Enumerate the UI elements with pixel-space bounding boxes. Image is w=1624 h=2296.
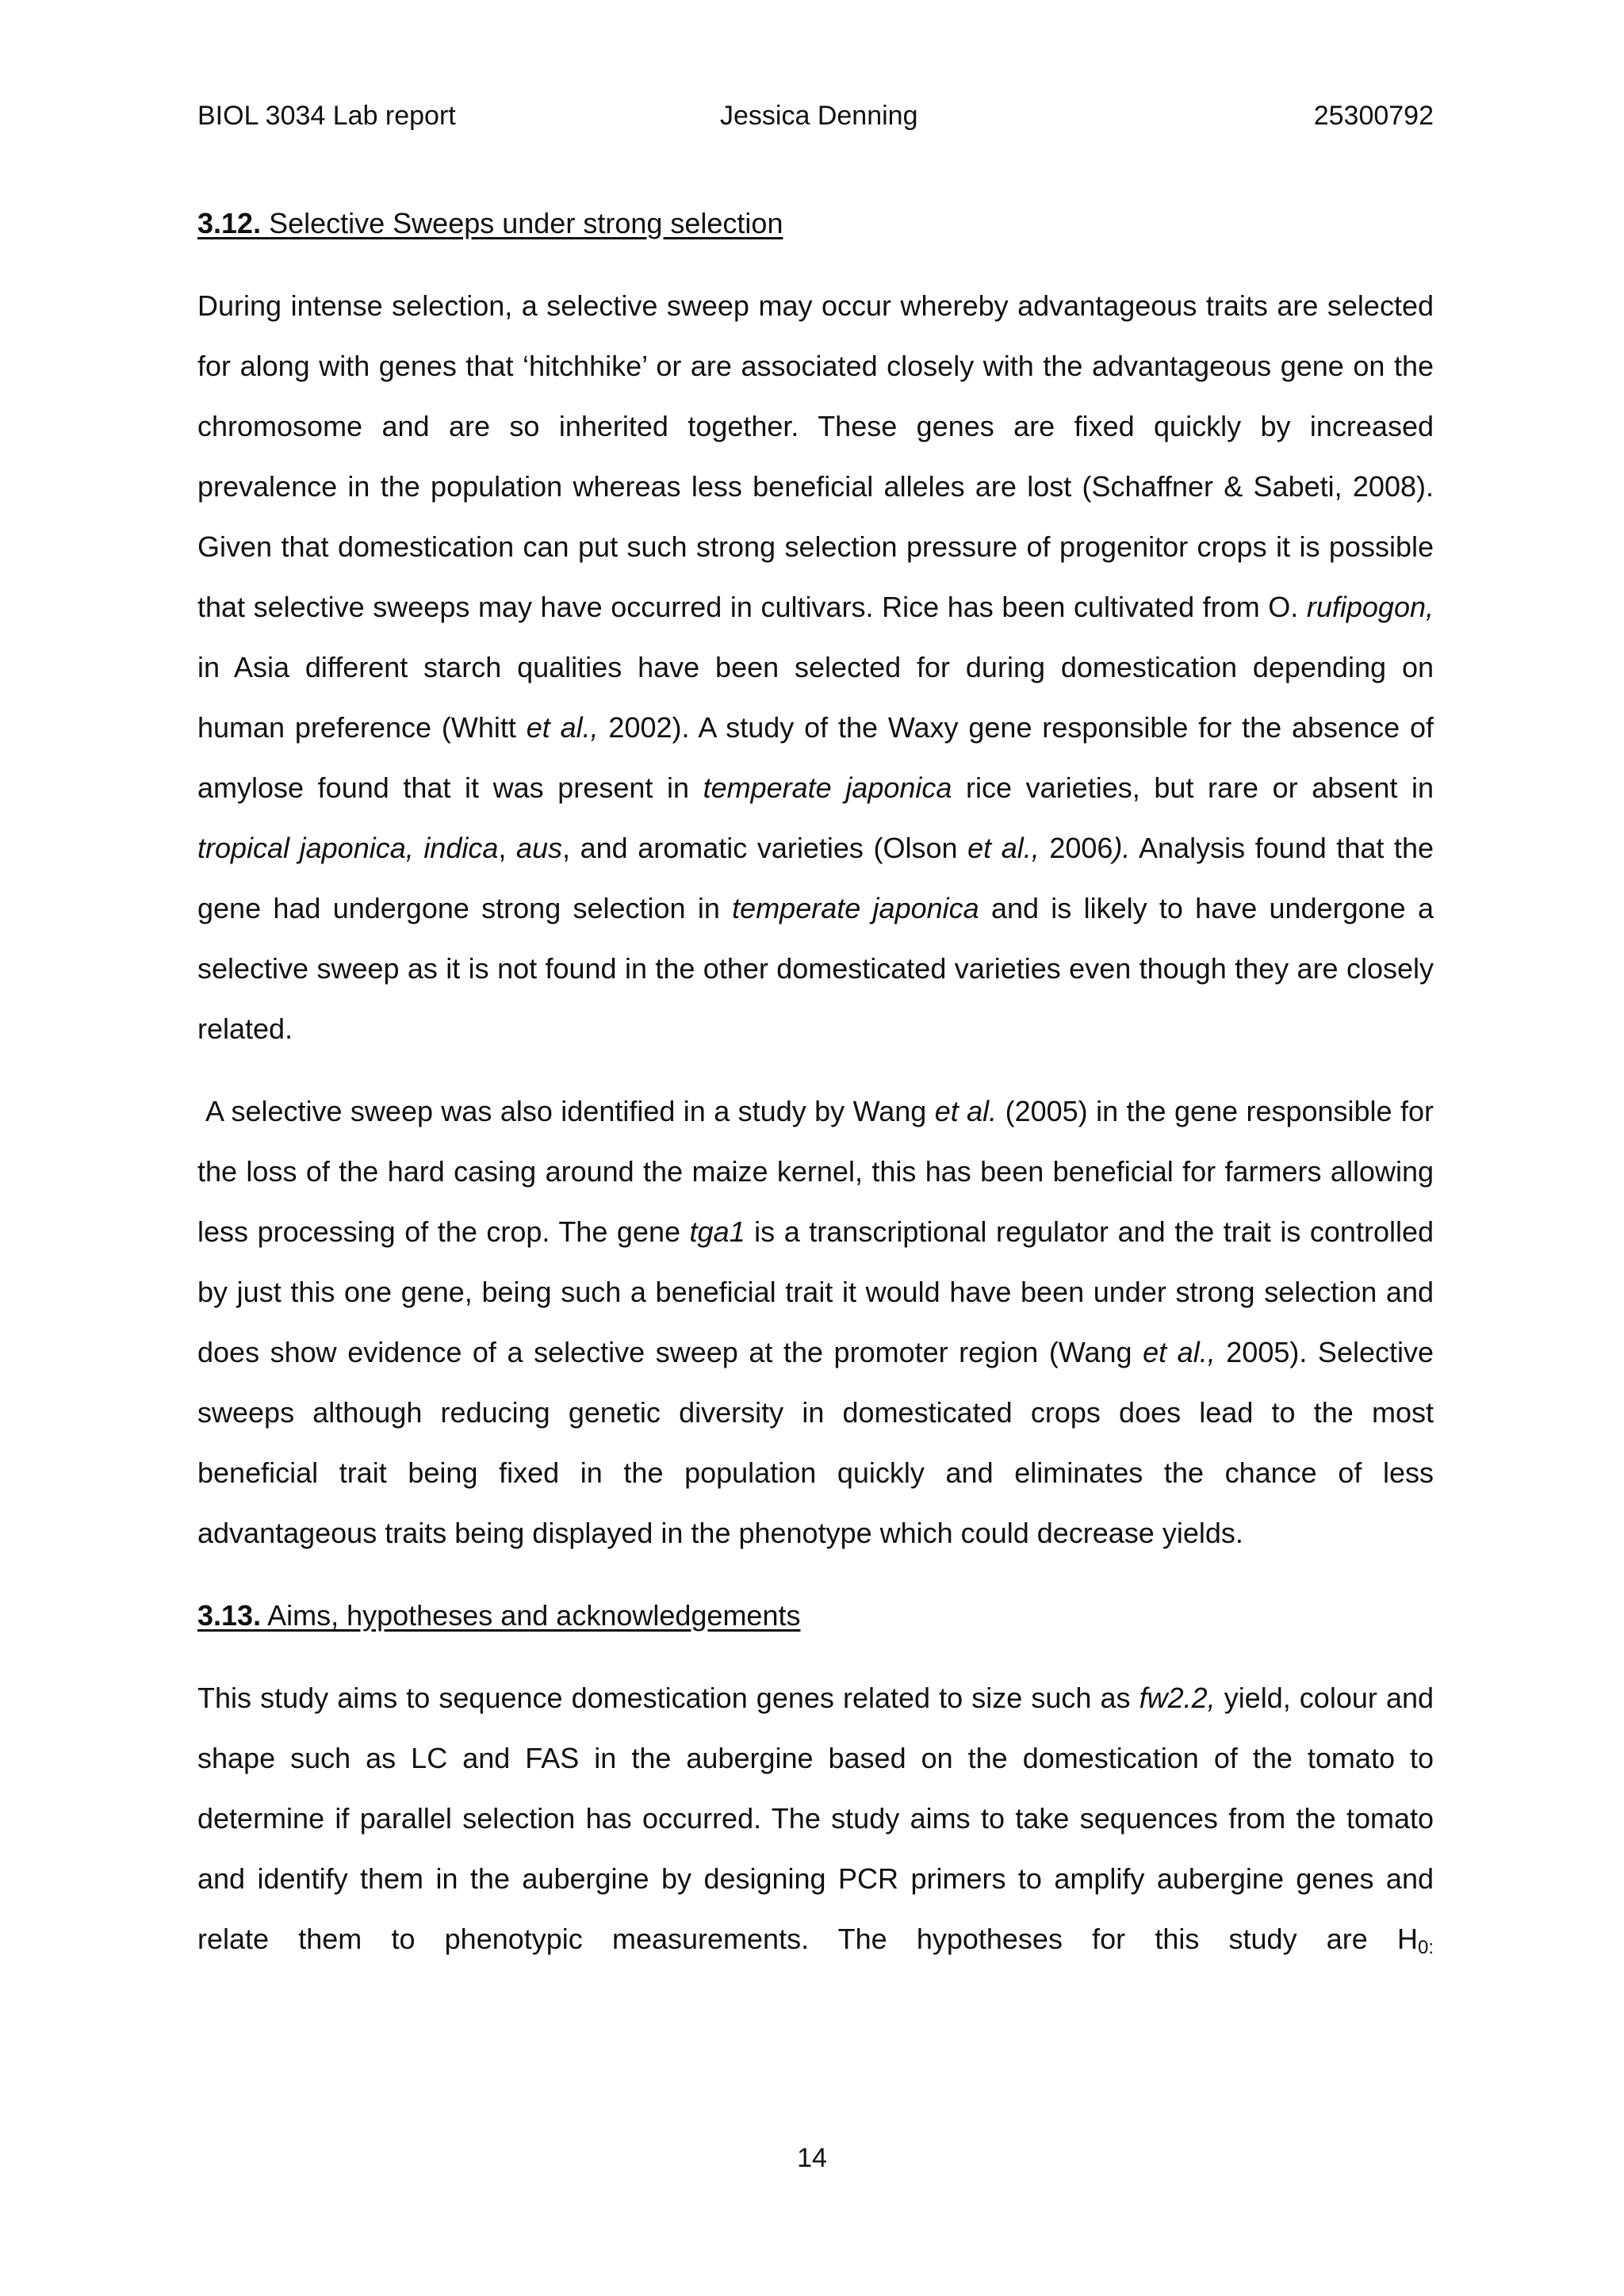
section-number: 3.12. [197,207,262,239]
header-student-id: 25300792 [1313,101,1434,131]
section-title: Selective Sweeps under strong selection [269,207,783,239]
paragraph-maize-sweep: A selective sweep was also identified in a study by Wang et al. (2005) in the gene responsible for the loss of the hard casing around the maize kernel, this has been beneficial for farmers allowing less processing of the crop. The gene tga1 is a transcriptional regulator and the trait is controlled by just this one gene, being such a beneficial trait it would have been under strong selection and does show evidence of a selective sweep at the promoter region (Wang et al., 2005). Selective sweeps although reducing genetic diversity in domesticated crops does lead to the most beneficial trait being fixed in the population quickly and eliminates the chance of less advantageous traits being displayed in the phenotype which could decrease yields. [197,1095,1434,1549]
page-number: 14 [797,2143,827,2173]
section-title: Aims, hypotheses and acknowledgements [267,1599,801,1632]
header-course: BIOL 3034 Lab report [197,101,456,131]
section-number: 3.13. [197,1599,262,1632]
document-body [197,193,1434,1992]
page-header [197,98,1434,133]
paragraph-aims: This study aims to sequence domestication genes related to size such as fw2.2, yield, colour and shape such as LC and FAS in the aubergine based on the domestication of the tomato to determine if parallel selection has occurred. The study aims to take sequences from the tomato and identify them in the aubergine by designing PCR primers to amplify aubergine genes and relate them to phenotypic measurements. The hypotheses for this study are $H_{0:}$ [197,1682,1434,1958]
header-author: Jessica Denning [720,101,918,131]
section-heading-3-12 [197,193,1434,254]
paragraph-selective-sweeps: During intense selection, a selective sweep may occur whereby advantageous traits are selected for along with genes that ‘hitchhike’ or are associated closely with the advantageous gene on the chromosome and are so inherited together. These genes are fixed quickly by increased prevalence in the population whereas less beneficial alleles are lost (Schaffner & Sabeti, 2008). Given that domestication can put such strong selection pressure of progenitor crops it is possible that selective sweeps may have occurred in cultivars. Rice has been cultivated from O. rufipogon, in Asia different starch qualities have been selected for during domestication depending on human preference (Whitt et al., 2002). A study of the Waxy gene responsible for the absence of amylose found that it was present in temperate japonica rice varieties, but rare or absent in tropical japonica, indica, aus, and aromatic varieties (Olson et al., 2006). Analysis found that the gene had undergone strong selection in temperate japonica and is likely to have undergone a selective sweep as it is not found in the other domesticated varieties even though they are closely related. [197,289,1434,1045]
section-heading-3-13 [197,1586,1434,1646]
subscript-zero: 0: [1417,1937,1434,1958]
